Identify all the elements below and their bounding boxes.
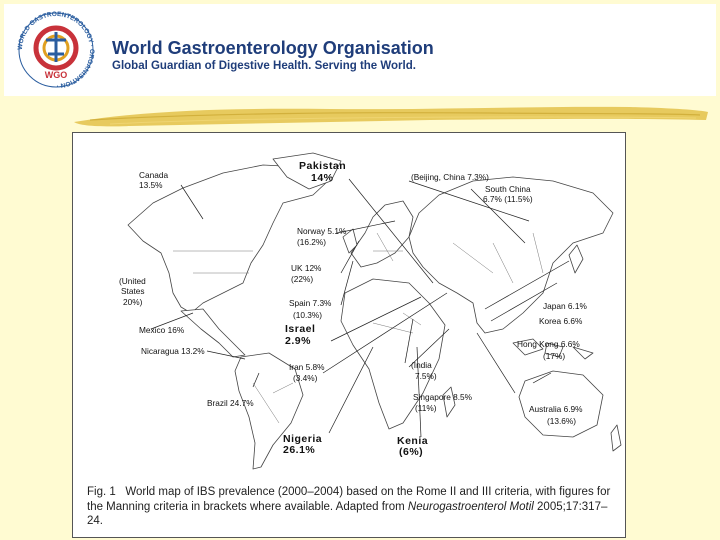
europe-landmass (351, 201, 413, 267)
caption-citation: 2005;17:317–24. (87, 500, 608, 527)
label-india-line1: (India (411, 360, 432, 370)
new-zealand-landmass (611, 425, 621, 451)
label-uk-line1: UK 12% (291, 263, 322, 273)
label-norway-line2: (16.2%) (297, 237, 327, 247)
label-canada-name: Canada (139, 170, 169, 180)
label-us-line3: 20%) (123, 297, 143, 307)
label-pakistan-name: Pakistan (299, 160, 347, 172)
label-us-line2: States (121, 286, 145, 296)
label-nigeria-value: 26.1% (283, 444, 316, 456)
figure-caption (87, 485, 619, 529)
label-beijing: (Beijing, China 7.3%) (411, 172, 489, 182)
label-singapore-line1: Singapore 8.5% (413, 392, 473, 402)
label-iran-line2: (3.4%) (293, 373, 318, 383)
label-japan: Japan 6.1% (543, 301, 587, 311)
logo-ring-text: WORLD GASTROENTEROLOGY · ORGANISATION · (16, 10, 96, 90)
label-us-line1: (United (119, 276, 146, 286)
label-australia-line2: (13.6%) (547, 416, 577, 426)
label-uk-line2: (22%) (291, 274, 314, 284)
label-singapore-line2: (11%) (415, 403, 437, 413)
label-nigeria-name: Nigeria (283, 433, 323, 445)
label-brazil: Brazil 24.7% (207, 398, 254, 408)
label-israel-name: Israel (285, 323, 316, 335)
label-spain-line1: Spain 7.3% (289, 298, 332, 308)
organisation-name: World Gastroenterology Organisation (112, 38, 434, 58)
figure-panel (72, 132, 626, 538)
wgo-logo (12, 10, 100, 90)
label-norway-line1: Norway 5.1% (297, 226, 347, 236)
caption-journal: Neurogastroenterol Motil (407, 500, 534, 513)
label-spain-line2: (10.3%) (293, 310, 323, 320)
caption-fig-label: Fig. 1 (87, 486, 116, 498)
label-kenia-value: (6%) (399, 446, 424, 458)
label-india-line2: 7.5%) (415, 371, 437, 381)
label-iran-line1: Iran 5.8% (289, 362, 325, 372)
slide-header (4, 4, 716, 96)
label-canada-value: 13.5% (139, 180, 163, 190)
logo-monogram: WGO (44, 70, 68, 80)
label-korea: Korea 6.6% (539, 316, 583, 326)
label-hongkong-line1: Hong Kong 6.6% (517, 339, 580, 349)
organisation-tagline: Global Guardian of Digestive Health. Serving the World. (112, 60, 416, 72)
label-pakistan-value: 14% (311, 172, 334, 184)
label-south-china-name: South China (485, 184, 531, 194)
japan-landmass (569, 245, 583, 273)
label-hongkong-line2: (17%) (543, 351, 566, 361)
label-nicaragua: Nicaragua 13.2% (141, 346, 205, 356)
label-israel-value: 2.9% (285, 335, 311, 347)
brush-stroke-divider (70, 100, 710, 132)
label-australia-line1: Australia 6.9% (529, 404, 583, 414)
label-mexico: Mexico 16% (139, 325, 185, 335)
label-kenia-name: Kenia (397, 435, 429, 447)
caption-text: World map of IBS prevalence (2000–2004) based on the Rome II and III criteria, with figures for the Manning criteria in brackets where available. Adapted from (87, 486, 611, 513)
world-map-ibs-prevalence (73, 133, 625, 483)
label-south-china-value: 6.7% (11.5%) (483, 194, 533, 204)
